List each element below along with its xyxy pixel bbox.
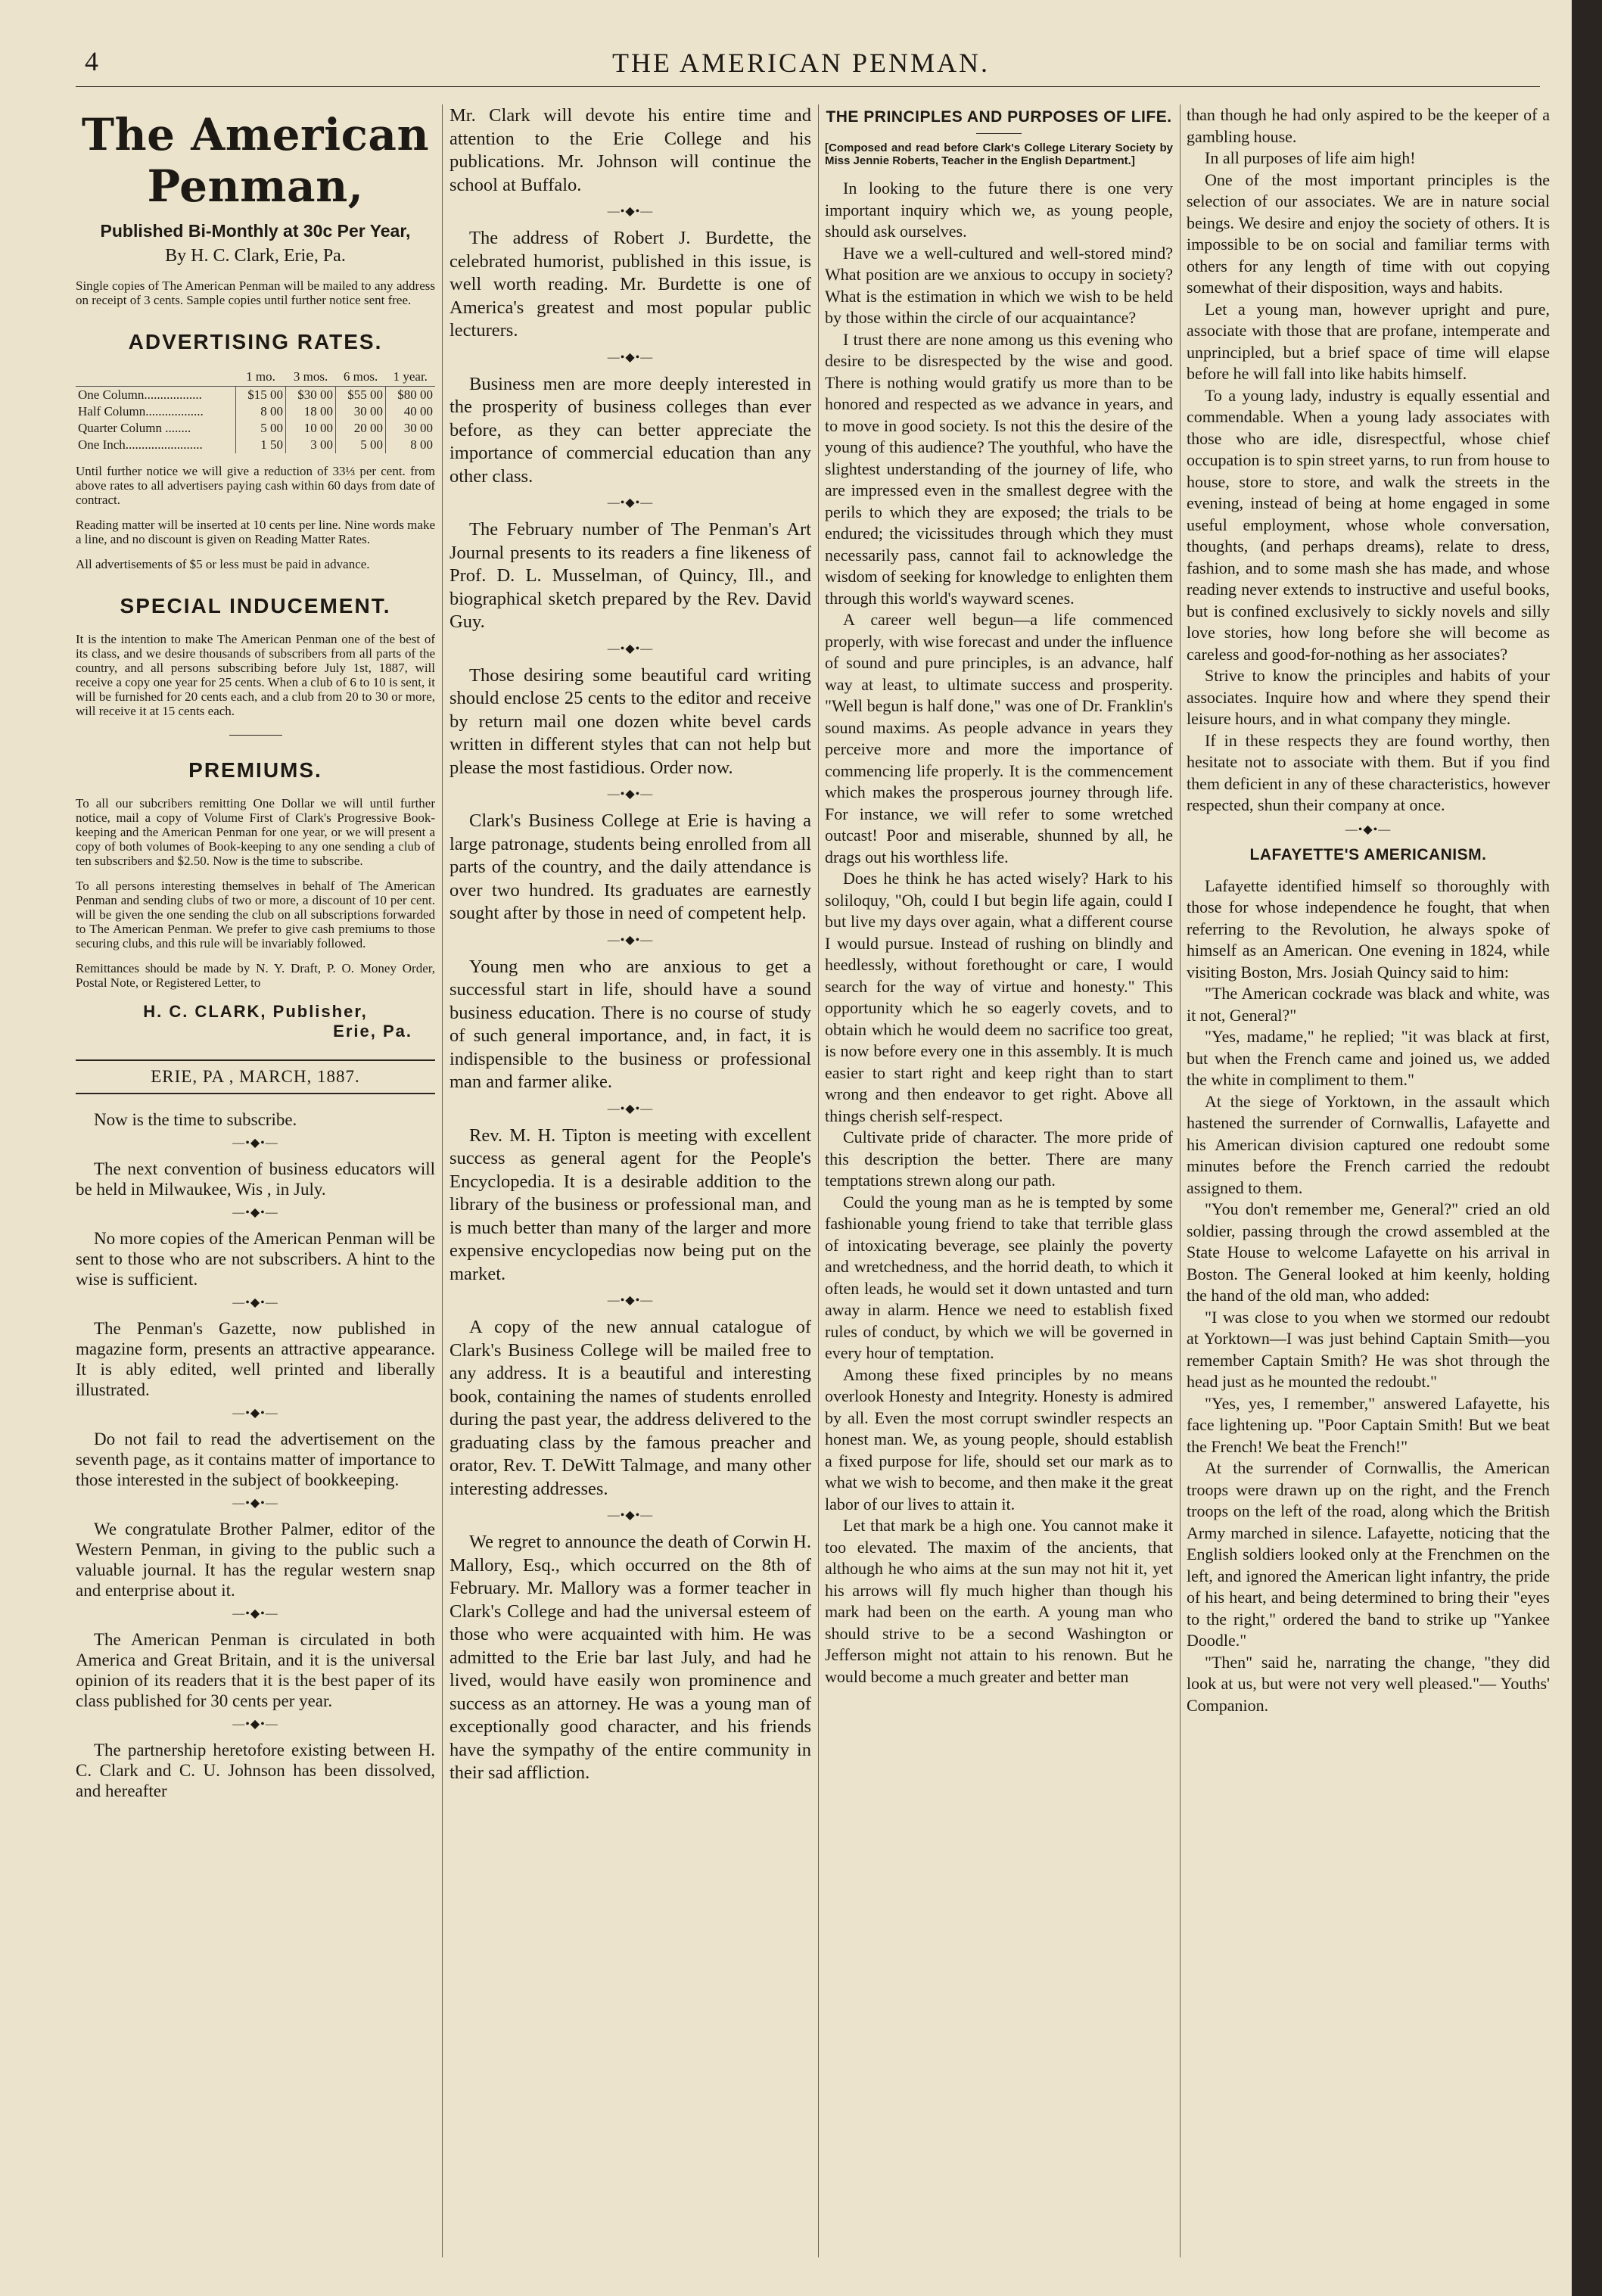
news-item: We congratulate Brother Palmer, editor of the Western Penman, in giving to the public such a valuable journal. It has the regular western snap and enterprise about it. — [76, 1520, 435, 1600]
rates-cell: 18 00 — [286, 403, 336, 420]
rates-cell: $55 00 — [336, 387, 386, 404]
news-item: Do not fail to read the advertisement on the seventh page, as it contains matter of importance to those interested in the subject of bookkeeping. — [76, 1430, 435, 1489]
page-edge-shadow — [1572, 0, 1602, 2296]
article-title: LAFAYETTE'S AMERICANISM. — [1249, 845, 1487, 863]
rates-cell: One Column.................. — [78, 387, 202, 402]
rates-cell: 30 00 — [386, 420, 435, 437]
single-copies-note: Single copies of The American Penman will be mailed to any address on receipt of 3 cents. Sample copies until further notice sent free. — [76, 278, 435, 307]
ornament-divider: —•◆•— — [607, 350, 654, 364]
news-item: The February number of The Penman's Art Journal presents to its readers a fine likeness of Prof. D. L. Musselman, of Quincy, Ill., and biographical sketch prepared by the Rev. David Guy. — [449, 519, 811, 632]
rates-cell: 10 00 — [286, 420, 336, 437]
adv-note: All advertisements of $5 or less must be paid in advance. — [76, 557, 370, 571]
article-title: THE PRINCIPLES AND PURPOSES OF LIFE. — [826, 108, 1172, 126]
rates-cell: 8 00 — [236, 403, 286, 420]
article-paragraph: To a young lady, industry is equally essential and commendable. When a young lady associates with those who are idle, disrespectful, whose chief occupation is to spin street yarns, to run from house to house, store to store, and walk the streets in the evening, instead of being at home engaged in some useful employment, whose whole conversation, thoughts, (and perhaps dreams), relate to dress, fashion, and to some mash she has made, and whose reading never extends to instructive and useful books, but is confined exclusively to sickly novels and silly love stories, how long before she will become as careless and good-for-nothing as her associates? — [1187, 385, 1550, 664]
header-rule — [76, 86, 1540, 87]
news-item: Business men are more deeply interested in the prosperity of business colleges than ever before, as they can better appreciate the importance of commercial education than any other class. — [449, 373, 811, 487]
article-paragraph: "Yes, madame," he replied; "it was black at first, but when the French came and joined us, we added the white in compliment to them." — [1187, 1027, 1550, 1089]
rates-cell: 5 00 — [236, 420, 286, 437]
rates-header — [76, 368, 236, 387]
rates-cell: 5 00 — [336, 437, 386, 453]
rates-header: 1 year. — [386, 368, 435, 387]
page-number: 4 — [85, 46, 98, 76]
ornament-divider: —•◆•— — [607, 205, 654, 218]
rates-row — [76, 420, 435, 437]
ornament-divider: —•◆•— — [607, 1294, 654, 1307]
ornament-divider: —•◆•— — [232, 1206, 278, 1219]
article-paragraph: Could the young man as he is tempted by some fashionable young friend to take that terrible glass of intoxicating beverage, see plainly the poverty and wretchedness, and the horrid death, to which it often leads, he would set it down untasted and turn away in alarm. Hence we need to establish fixed rules of conduct, by which we will be governed in every hour of temptation. — [825, 1192, 1173, 1362]
ornament-divider: —•◆•— — [1345, 823, 1392, 836]
ornament-divider: —•◆•— — [232, 1407, 278, 1420]
byline: By H. C. Clark, Erie, Pa. — [165, 246, 346, 266]
column-1 — [76, 104, 435, 2257]
rates-cell: $15 00 — [236, 387, 286, 404]
ornament-divider: —•◆•— — [607, 1509, 654, 1522]
ornament-divider: —•◆•— — [232, 1497, 278, 1510]
article-paragraph: Does he think he has acted wisely? Hark to his soliloquy, "Oh, could I but begin life again, could I but live my days over again, what a different course I would pursue. Instead of rushing on blindly and heedlessly, without forethought or care, I would search for the way of virtue and honesty." This opportunity which he so eagerly covets, and to obtain which he would deem no sacrifice too great, is now before every one in this assembly. It is much easier to start right and keep right than to start wrong and then endeavor to get right. Above all things cherish self-respect. — [825, 869, 1173, 1125]
rates-cell: One Inch........................ — [78, 437, 203, 452]
special-inducement-text: It is the intention to make The American Penman one of the best of its class, and we desire thousands of subscribers from all parts of the country, and all persons subscribing before July 1st, 1887, will receive a copy one year for 25 cents. When a club of 6 to 10 is sent, it will be furnished for 20 cents each, and a club from 20 to 30 or more, will receive it at 15 cents each. — [76, 632, 435, 718]
ornament-divider: —•◆•— — [232, 1607, 278, 1620]
article-paragraph: In all purposes of life aim high! — [1205, 148, 1416, 167]
publisher-name: H. C. CLARK, Publisher, — [143, 1002, 368, 1021]
ornament-divider: —•◆•— — [607, 933, 654, 947]
article-paragraph: If in these respects they are found worthy, then hesitate not to associate with them. But if you find them deficient in any of these characteristics, however respected, shun their company at once. — [1187, 730, 1550, 814]
masthead: The American Penman, — [81, 109, 430, 212]
advertising-rates-table — [76, 368, 435, 453]
news-item: Those desiring some beautiful card writing should enclose 25 cents to the editor and receive by return mail one dozen white bevel cards written in different styles that can not help but please the most fastidious. Order now. — [449, 664, 811, 778]
section-rule — [229, 735, 282, 736]
ornament-divider: —•◆•— — [607, 1102, 654, 1115]
column-4 — [1187, 104, 1550, 2257]
news-item: A copy of the new annual catalogue of Clark's Business College will be mailed free to any address. It is a beautiful and interesting book, containing the names of students enrolled during the past year, the address delivered to the graduating class by the famous preacher and orator, Rev. T. DeWitt Talmage, and many other interesting addresses. — [449, 1317, 811, 1499]
article-paragraph: I trust there are none among us this evening who desire to be disrespected by the wise and good. There is nothing would gratify us more than to be honored and respected as we advance in years, and to move in good society. Is not this the desire of the young of this audience? The youthful, who have the slightest understanding of the journey of life, who are impressed even in the smallest degree with the perils to which they are exposed; the trials to be endured; the vicissitudes through which they must necessarily pass, cannot fail to acknowledge the wisdom of seeking for knowledge to enlighten them through this world's wayward scenes. — [825, 329, 1173, 608]
news-item: Rev. M. H. Tipton is meeting with excellent success as general agent for the People's Encyclopedia. It is a desirable addition to the library of the business or professional man, and is much better than many of the larger and more expensive encyclopedias now being put on the market. — [449, 1125, 811, 1284]
article-paragraph: than though he had only aspired to be the keeper of a gambling house. — [1187, 105, 1550, 146]
ornament-divider: —•◆•— — [232, 1296, 278, 1309]
premiums-text: To all our subcribers remitting One Dollar we will until further notice, mail a copy of Volume First of Clark's Progressive Book-keeping and the American Penman for one year, or we will present a copy of both volumes of Book-keeping to any one sending a club of ten subscribers and $2.50. Now is the time to subscribe. — [76, 796, 435, 868]
rates-row — [76, 387, 435, 404]
news-item: The address of Robert J. Burdette, the celebrated humorist, published in this issue, is well worth reading. Mr. Burdette is one of America's greatest and most popular public lecturers. — [449, 228, 811, 341]
ornament-divider: —•◆•— — [607, 496, 654, 509]
article-paragraph: Among these fixed principles by no means overlook Honesty and Integrity. Honesty is admired by all. Even the most corrupt swindler respects an honest man. We, as young people, should establish a fixed purpose for life, should set our mark as to what we wish to become, and then make it the great labor of our lives to attain it. — [825, 1364, 1173, 1514]
article-paragraph: Have we a well-cultured and well-stored mind? What position are we anxious to occupy in society? What is the estimation in which we wish to be held by those within the circle of our acquaintance? — [825, 243, 1173, 327]
article-paragraph: Strive to know the principles and habits of your associates. Inquire how and where they spend their leisure hours, and in what company they mingle. — [1187, 666, 1550, 728]
column-rule — [442, 104, 443, 2257]
title-rule — [976, 133, 1022, 134]
column-2 — [449, 104, 811, 2257]
article-paragraph: Let that mark be a high one. You cannot make it too elevated. The maxim of the ancients, that although he who aims at the sun may not hit it, yet his arrows will fly much higher than though his mark had been on the earth. A young man who should strive to be a second Washington or Jefferson might not attain to his renown. But he would become a much greater and better man — [825, 1516, 1173, 1686]
news-item: Mr. Clark will devote his entire time and attention to the Erie College and his publications. Mr. Johnson will continue the school at Buffalo. — [449, 105, 811, 195]
rates-cell: Half Column.................. — [78, 404, 204, 418]
rates-row — [76, 403, 435, 420]
article-paragraph: At the siege of Yorktown, in the assault which hastened the surrender of Cornwallis, Lafayette and his American division captured one redoubt some minutes before the French carried the redoubt assigned to them. — [1187, 1091, 1550, 1197]
news-item: The next convention of business educators will be held in Milwaukee, Wis , in July. — [76, 1159, 435, 1199]
article-paragraph: At the surrender of Cornwallis, the American troops were drawn up on the right, and the French troops on the left of the road, along which the British Army marched in silence. Lafayette, noticing that the English soldiers looked only at the Frenchmen on the left, and ignored the American light infantry, the pride of his heart, and being determined to bring their "eyes to the right," ordered the band to strike up "Yankee Doodle." — [1187, 1458, 1550, 1650]
adv-note: Reading matter will be inserted at 10 cents per line. Nine words make a line, and no discount is given on Reading Matter Rates. — [76, 518, 435, 546]
rates-cell: Quarter Column ........ — [78, 421, 191, 435]
rates-cell: $30 00 — [286, 387, 336, 404]
article-paragraph: A career well begun—a life commenced properly, with wise forecast and under the influence of sound and pure principles, is an advance, half way at least, to ultimate success and prosperity. "Well begun is half done," was one of Dr. Franklin's sound maxims. As people advance in years they perceive more and more the importance of commencing life properly. It is the commencement which makes the prosperous journey through life. For instance, we will refer to some wretched outcast! Poor and miserable, shunned by all, he drags out his worthless life. — [825, 610, 1173, 866]
article-paragraph: "You don't remember me, General?" cried an old soldier, passing through the crowd assembled at the State House to welcome Lafayette on his arrival in Boston. The General looked at him keenly, holding the hand of the old man, who added: — [1187, 1199, 1550, 1305]
ornament-divider: —•◆•— — [232, 1137, 278, 1150]
article-paragraph: Lafayette identified himself so thoroughly with those for whose independence he fought, that when referring to the Revolution, he always spoke of himself as an American. One evening in 1824, while visiting Boston, Mrs. Josiah Quincy said to him: — [1187, 876, 1550, 982]
ornament-divider: —•◆•— — [607, 788, 654, 801]
article-paragraph: "The American cockrade was black and white, was it not, General?" — [1187, 984, 1550, 1025]
article-paragraph: One of the most important principles is the selection of our associates. We are in nature social beings. We desire and enjoy the society of others. It is impossible to be on social and familiar terms with others for any length of time with out copying somewhat of their disposition, ways and habits. — [1187, 170, 1550, 297]
adv-note: Until further notice we will give a reduction of 33⅓ per cent. from above rates to all advertisers paying cash within 60 days from date of contract. — [76, 464, 435, 507]
column-rule — [818, 104, 819, 2257]
ornament-divider: —•◆•— — [607, 642, 654, 655]
news-item: The partnership heretofore existing between H. C. Clark and C. U. Johnson has been dissolved, and hereafter — [76, 1741, 435, 1800]
special-inducement-heading: SPECIAL INDUCEMENT. — [120, 594, 391, 618]
rates-row — [76, 437, 435, 453]
article-paragraph: Cultivate pride of character. The more pride of this description the better. There are many temptations strewn along our path. — [825, 1128, 1173, 1190]
news-item: Now is the time to subscribe. — [94, 1110, 297, 1129]
news-item: The American Penman is circulated in both America and Great Britain, and it is the universal opinion of its readers that it is the best paper of its class published for 30 cents per year. — [76, 1630, 435, 1710]
rates-cell: 20 00 — [336, 420, 386, 437]
article-paragraph: "Then" said he, narrating the change, "they did look at us, but were not very well pleased."— Youths' Companion. — [1187, 1652, 1550, 1715]
running-head: THE AMERICAN PENMAN. — [611, 48, 990, 78]
ornament-divider: —•◆•— — [232, 1718, 278, 1731]
column-3 — [825, 104, 1173, 2257]
article-paragraph: "I was close to you when we stormed our redoubt at Yorktown—I was just behind Captain Smith—you remember Captain Smith? He was shot through the head just as he mounted the redoubt." — [1187, 1307, 1550, 1391]
rates-cell: 40 00 — [386, 403, 435, 420]
news-item: The Penman's Gazette, now published in magazine form, presents an attractive appearance. It is ably edited, well printed and liberally illustrated. — [76, 1319, 435, 1399]
article-paragraph: Let a young man, however upright and pure, associate with those that are profane, intemperate and unprincipled, but a brief space of time will elapse before he will fall into like habits himself. — [1187, 299, 1550, 383]
rates-header: 1 mo. — [236, 368, 286, 387]
rates-header: 3 mos. — [286, 368, 336, 387]
published-line: Published Bi-Monthly at 30c Per Year, — [100, 221, 411, 241]
rates-cell: $80 00 — [386, 387, 435, 404]
article-paragraph: "Yes, yes, I remember," answered Lafayette, his face lightening up. "Poor Captain Smith! But we beat the French! We beat the French!" — [1187, 1393, 1550, 1456]
premiums-heading: PREMIUMS. — [188, 758, 322, 782]
dateline: ERIE, PA , MARCH, 1887. — [76, 1059, 435, 1094]
premiums-text: To all persons interesting themselves in behalf of The American Penman and sending clubs of two or more, a discount of 10 per cent. will be given the one sending the club on all subscriptions forwarded to The American Penman. We prefer to give cash premiums to those securing clubs, and this rule will be invariably followed. — [76, 879, 435, 950]
column-rule — [1180, 104, 1181, 2257]
rates-header-row — [76, 368, 435, 387]
article-paragraph: In looking to the future there is one very important inquiry which we, as young people, should ask ourselves. — [825, 179, 1173, 241]
rates-cell: 1 50 — [236, 437, 286, 453]
premiums-text: Remittances should be made by N. Y. Draft, P. O. Money Order, Postal Note, or Registered Letter, to — [76, 961, 435, 990]
rates-cell: 3 00 — [286, 437, 336, 453]
rates-header: 6 mos. — [336, 368, 386, 387]
news-item: We regret to announce the death of Corwin H. Mallory, Esq., which occurred on the 8th of February. Mr. Mallory was a former teacher in Clark's College and had the universal esteem of those who were acquainted with him. He was admitted to the Erie bar last July, and had he lived, would have easily won prominence and success as an attorney. He was a young man of exceptionally good character, and his friends have the sympathy of the entire community in their sad affliction. — [449, 1532, 811, 1783]
publisher-city: Erie, Pa. — [333, 1022, 412, 1041]
news-item: No more copies of the American Penman will be sent to those who are not subscribers. A hint to the wise is sufficient. — [76, 1229, 435, 1289]
news-item: Young men who are anxious to get a successful start in life, should have a sound business education. There is no course of study of such general importance, and, in fact, it is indispensible to the business or professional man and farmer alike. — [449, 956, 811, 1092]
article-note: [Composed and read before Clark's College Literary Society by Miss Jennie Roberts, Teacher in the English Department.] — [825, 142, 1173, 167]
news-item: Clark's Business College at Erie is having a large patronage, students being enrolled from all parts of the country, and the daily attendance is over two hundred. Its graduates are earnestly sought after by those in need of competent help. — [449, 810, 811, 923]
advertising-rates-heading: ADVERTISING RATES. — [128, 330, 383, 353]
rates-cell: 8 00 — [386, 437, 435, 453]
rates-cell: 30 00 — [336, 403, 386, 420]
